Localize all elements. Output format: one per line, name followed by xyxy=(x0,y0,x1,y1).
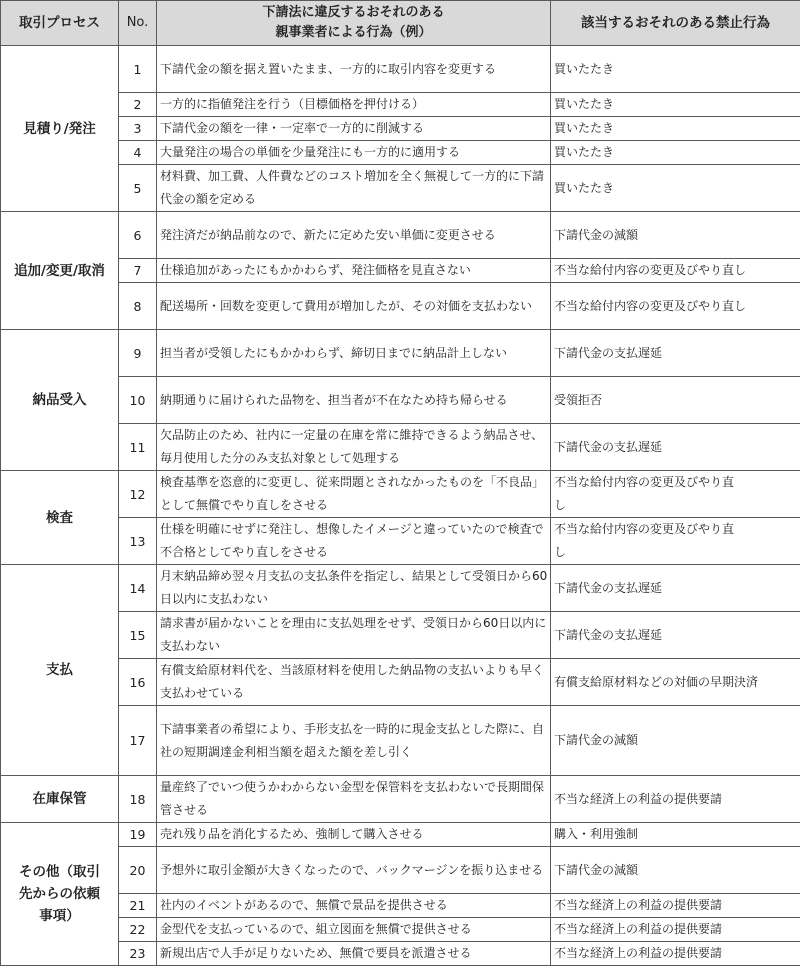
row-number: 12 xyxy=(119,471,157,518)
row-number: 22 xyxy=(119,918,157,942)
action-cell: 売れ残り品を消化するため、強制して購入させる xyxy=(157,823,551,847)
prohibited-cell: 下請代金の減額 xyxy=(551,706,800,776)
table-row xyxy=(1,117,800,141)
header-action-line2: 親事業者による行為（例） xyxy=(161,23,546,43)
process-cell: 見積り/発注 xyxy=(1,46,119,212)
process-cell: 追加/変更/取消 xyxy=(1,212,119,330)
action-cell: 仕様を明確にせずに発注し、想像したイメージと違っていたので検査で不合格としてやり直しをさせる xyxy=(157,518,551,565)
prohibited-cell: 不当な給付内容の変更及びやり直し xyxy=(551,259,800,283)
row-number: 17 xyxy=(119,706,157,776)
table-row xyxy=(1,93,800,117)
prohibited-cell: 買いたたき xyxy=(551,117,800,141)
header-prohibited: 該当するおそれのある禁止行為 xyxy=(551,1,800,46)
action-cell: 一方的に指値発注を行う（目標価格を押付ける） xyxy=(157,93,551,117)
action-cell: 検査基準を恣意的に変更し、従来問題とされなかったものを「不良品」として無償でやり直しをさせる xyxy=(157,471,551,518)
table-row xyxy=(1,165,800,212)
header-action-line1: 下請法に違反するおそれのある xyxy=(161,3,546,23)
action-cell: 大量発注の場合の単価を少量発注にも一方的に適用する xyxy=(157,141,551,165)
row-number: 10 xyxy=(119,377,157,424)
table-row xyxy=(1,471,800,518)
prohibited-cell: 買いたたき xyxy=(551,46,800,93)
action-cell: 下請事業者の希望により、手形支払を一時的に現金支払とした際に、自社の短期調達金利相当額を超えた額を差し引く xyxy=(157,706,551,776)
row-number: 4 xyxy=(119,141,157,165)
process-cell: 在庫保管 xyxy=(1,776,119,823)
action-cell: 下請代金の額を据え置いたまま、一方的に取引内容を変更する xyxy=(157,46,551,93)
table-row xyxy=(1,942,800,966)
row-number: 2 xyxy=(119,93,157,117)
table-row xyxy=(1,918,800,942)
row-number: 9 xyxy=(119,330,157,377)
prohibited-cell: 下請代金の減額 xyxy=(551,847,800,894)
row-number: 11 xyxy=(119,424,157,471)
prohibited-cell: 不当な経済上の利益の提供要請 xyxy=(551,942,800,966)
table-row xyxy=(1,894,800,918)
row-number: 5 xyxy=(119,165,157,212)
table-row xyxy=(1,612,800,659)
prohibited-cell: 下請代金の支払遅延 xyxy=(551,330,800,377)
header-process: 取引プロセス xyxy=(1,1,119,46)
row-number: 16 xyxy=(119,659,157,706)
prohibited-cell: 有償支給原材料などの対価の早期決済 xyxy=(551,659,800,706)
table-row xyxy=(1,847,800,894)
header-no: No. xyxy=(119,1,157,46)
action-cell: 材料費、加工費、人件費などのコスト増加を全く無視して一方的に下請代金の額を定める xyxy=(157,165,551,212)
table-row xyxy=(1,259,800,283)
table-row xyxy=(1,212,800,259)
table-row xyxy=(1,46,800,93)
action-cell: 月末納品締め翌々月支払の支払条件を指定し、結果として受領日から60日以内に支払わない xyxy=(157,565,551,612)
table-row xyxy=(1,565,800,612)
process-cell: その他（取引先からの依頼事項） xyxy=(1,823,119,966)
action-cell: 有償支給原材料代を、当該原材料を使用した納品物の支払いよりも早く支払わせている xyxy=(157,659,551,706)
row-number: 18 xyxy=(119,776,157,823)
prohibited-cell: 不当な経済上の利益の提供要請 xyxy=(551,894,800,918)
action-cell: 金型代を支払っているので、組立図面を無償で提供させる xyxy=(157,918,551,942)
action-cell: 仕様追加があったにもかかわらず、発注価格を見直さない xyxy=(157,259,551,283)
prohibited-cell: 買いたたき xyxy=(551,141,800,165)
process-cell: 納品受入 xyxy=(1,330,119,471)
table-row xyxy=(1,283,800,330)
table-row xyxy=(1,776,800,823)
row-number: 15 xyxy=(119,612,157,659)
row-number: 1 xyxy=(119,46,157,93)
action-cell: 請求書が届かないことを理由に支払処理をせず、受領日から60日以内に支払わない xyxy=(157,612,551,659)
table-row xyxy=(1,659,800,706)
action-cell: 欠品防止のため、社内に一定量の在庫を常に維持できるよう納品させ、毎月使用した分のみ支払対象として処理する xyxy=(157,424,551,471)
action-cell: 社内のイベントがあるので、無償で景品を提供させる xyxy=(157,894,551,918)
row-number: 6 xyxy=(119,212,157,259)
prohibited-cell: 受領拒否 xyxy=(551,377,800,424)
action-cell: 担当者が受領したにもかかわらず、締切日までに納品計上しない xyxy=(157,330,551,377)
prohibited-cell: 下請代金の支払遅延 xyxy=(551,612,800,659)
table-row xyxy=(1,424,800,471)
row-number: 23 xyxy=(119,942,157,966)
prohibited-cell: 購入・利用強制 xyxy=(551,823,800,847)
table-row xyxy=(1,518,800,565)
prohibited-cell: 不当な給付内容の変更及びやり直し xyxy=(551,471,800,518)
row-number: 20 xyxy=(119,847,157,894)
process-cell: 検査 xyxy=(1,471,119,565)
action-cell: 下請代金の額を一律・一定率で一方的に削減する xyxy=(157,117,551,141)
action-cell: 予想外に取引金額が大きくなったので、バックマージンを振り込ませる xyxy=(157,847,551,894)
row-number: 19 xyxy=(119,823,157,847)
action-cell: 納期通りに届けられた品物を、担当者が不在なため持ち帰らせる xyxy=(157,377,551,424)
prohibited-cell: 買いたたき xyxy=(551,165,800,212)
prohibited-cell: 不当な給付内容の変更及びやり直し xyxy=(551,283,800,330)
action-cell: 配送場所・回数を変更して費用が増加したが、その対価を支払わない xyxy=(157,283,551,330)
header-action xyxy=(157,1,551,46)
prohibited-cell: 下請代金の支払遅延 xyxy=(551,565,800,612)
header-row xyxy=(1,1,800,46)
row-number: 13 xyxy=(119,518,157,565)
row-number: 14 xyxy=(119,565,157,612)
table-row xyxy=(1,141,800,165)
prohibited-cell: 下請代金の減額 xyxy=(551,212,800,259)
row-number: 8 xyxy=(119,283,157,330)
prohibited-cell: 買いたたき xyxy=(551,93,800,117)
row-number: 7 xyxy=(119,259,157,283)
action-cell: 新規出店で人手が足りないため、無償で要員を派遣させる xyxy=(157,942,551,966)
table-row xyxy=(1,330,800,377)
prohibited-cell: 不当な給付内容の変更及びやり直し xyxy=(551,518,800,565)
action-cell: 量産終了でいつ使うかわからない金型を保管料を支払わないで長期間保管させる xyxy=(157,776,551,823)
prohibited-cell: 不当な経済上の利益の提供要請 xyxy=(551,776,800,823)
table-row xyxy=(1,706,800,776)
row-number: 3 xyxy=(119,117,157,141)
row-number: 21 xyxy=(119,894,157,918)
action-cell: 発注済だが納品前なので、新たに定めた安い単価に変更させる xyxy=(157,212,551,259)
table-row xyxy=(1,823,800,847)
prohibited-cell: 不当な経済上の利益の提供要請 xyxy=(551,918,800,942)
prohibited-cell: 下請代金の支払遅延 xyxy=(551,424,800,471)
table-row xyxy=(1,377,800,424)
process-cell: 支払 xyxy=(1,565,119,776)
